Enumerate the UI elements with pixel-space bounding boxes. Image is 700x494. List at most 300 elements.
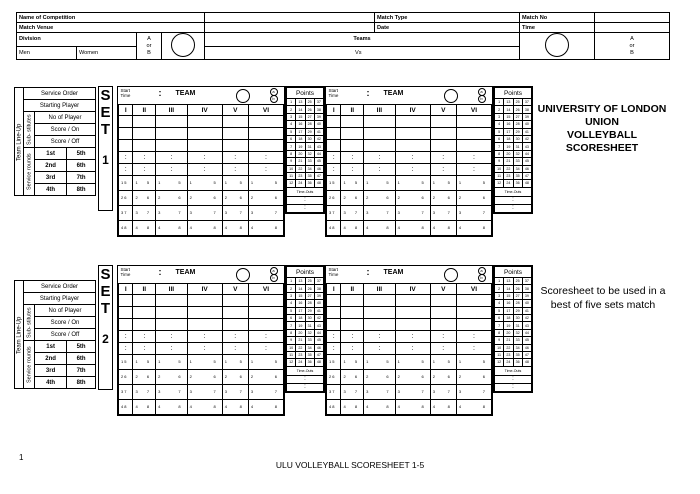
service-round-cell[interactable] (156, 385, 187, 400)
point-cell[interactable]: 2 (495, 285, 504, 292)
service-round-cell[interactable] (187, 370, 222, 385)
service-round-cell[interactable] (133, 206, 156, 221)
score-colon-cell[interactable]: : (364, 331, 395, 343)
point-cell[interactable]: 34 (513, 344, 522, 351)
service-round-cell[interactable] (341, 385, 364, 400)
service-round-cell[interactable] (133, 191, 156, 206)
point-cell[interactable]: 18 (504, 135, 513, 142)
point-cell[interactable]: 26 (305, 106, 314, 113)
point-cell[interactable]: 29 (513, 128, 522, 135)
score-colon-cell[interactable]: : (430, 331, 456, 343)
point-cell[interactable]: 30 (305, 314, 314, 321)
service-round-cell[interactable] (248, 176, 283, 191)
service-round-cell[interactable] (364, 385, 395, 400)
point-cell[interactable]: 39 (522, 113, 531, 120)
point-cell[interactable]: 14 (504, 285, 513, 292)
entry-cell[interactable] (341, 295, 364, 307)
point-cell[interactable]: 12 (495, 359, 504, 366)
point-cell[interactable]: 3 (495, 292, 504, 299)
entry-cell[interactable] (430, 319, 456, 331)
entry-cell[interactable] (456, 116, 491, 128)
entry-cell[interactable] (222, 307, 248, 319)
service-round-cell[interactable] (187, 191, 222, 206)
point-cell[interactable]: 46 (314, 165, 323, 172)
point-cell[interactable]: 22 (504, 165, 513, 172)
score-colon-cell[interactable]: : (395, 331, 430, 343)
point-cell[interactable]: 5 (495, 128, 504, 135)
time-out-2[interactable]: : (495, 204, 532, 212)
entry-cell[interactable] (327, 295, 341, 307)
point-cell[interactable]: 2 (287, 285, 296, 292)
a-circle-icon[interactable]: a (478, 267, 486, 275)
point-cell[interactable]: 40 (522, 121, 531, 128)
score-colon-cell[interactable]: : (119, 164, 133, 176)
entry-cell[interactable] (430, 140, 456, 152)
service-round-cell[interactable] (156, 370, 187, 385)
point-cell[interactable]: 32 (305, 150, 314, 157)
entry-cell[interactable] (430, 295, 456, 307)
point-cell[interactable]: 36 (513, 359, 522, 366)
competition-field[interactable] (205, 13, 375, 23)
service-round-cell[interactable] (133, 355, 156, 370)
point-cell[interactable]: 42 (314, 314, 323, 321)
point-cell[interactable]: 41 (522, 307, 531, 314)
score-colon-cell[interactable]: : (133, 343, 156, 355)
point-cell[interactable]: 25 (513, 278, 522, 285)
point-cell[interactable]: 7 (495, 143, 504, 150)
entry-cell[interactable] (222, 295, 248, 307)
point-cell[interactable]: 48 (522, 359, 531, 366)
point-cell[interactable]: 14 (296, 106, 305, 113)
point-cell[interactable]: 44 (314, 150, 323, 157)
point-cell[interactable]: 18 (296, 135, 305, 142)
point-cell[interactable]: 40 (314, 300, 323, 307)
point-cell[interactable]: 45 (522, 158, 531, 165)
service-round-cell[interactable] (133, 400, 156, 415)
point-cell[interactable]: 40 (522, 300, 531, 307)
entry-cell[interactable] (364, 319, 395, 331)
entry-cell[interactable] (341, 319, 364, 331)
point-cell[interactable]: 39 (522, 292, 531, 299)
score-colon-cell[interactable]: : (133, 331, 156, 343)
point-cell[interactable]: 11 (287, 351, 296, 358)
point-cell[interactable]: 8 (287, 150, 296, 157)
point-cell[interactable]: 5 (287, 128, 296, 135)
score-colon-cell[interactable]: : (187, 331, 222, 343)
score-colon-cell[interactable]: : (327, 152, 341, 164)
entry-cell[interactable] (364, 295, 395, 307)
service-round-cell[interactable] (119, 191, 133, 206)
entry-cell[interactable] (156, 319, 187, 331)
service-round-cell[interactable] (341, 176, 364, 191)
point-cell[interactable]: 34 (305, 344, 314, 351)
point-cell[interactable]: 28 (305, 121, 314, 128)
service-round-cell[interactable] (248, 206, 283, 221)
point-cell[interactable]: 6 (495, 314, 504, 321)
point-cell[interactable]: 44 (314, 329, 323, 336)
score-colon-cell[interactable]: : (248, 343, 283, 355)
service-round-cell[interactable] (133, 385, 156, 400)
point-cell[interactable]: 16 (504, 121, 513, 128)
point-cell[interactable]: 12 (287, 359, 296, 366)
service-round-cell[interactable] (119, 385, 133, 400)
entry-cell[interactable] (133, 140, 156, 152)
score-colon-cell[interactable]: : (248, 164, 283, 176)
score-colon-cell[interactable]: : (430, 164, 456, 176)
score-colon-cell[interactable]: : (248, 152, 283, 164)
service-round-cell[interactable] (222, 355, 248, 370)
point-cell[interactable]: 5 (495, 307, 504, 314)
service-round-cell[interactable] (187, 385, 222, 400)
point-cell[interactable]: 4 (495, 121, 504, 128)
service-round-cell[interactable] (430, 385, 456, 400)
point-cell[interactable]: 14 (296, 285, 305, 292)
service-round-cell[interactable] (156, 191, 187, 206)
point-cell[interactable]: 39 (314, 113, 323, 120)
score-colon-cell[interactable]: : (395, 343, 430, 355)
point-cell[interactable]: 19 (296, 143, 305, 150)
b-circle-icon[interactable]: b (478, 274, 486, 282)
service-round-cell[interactable] (341, 400, 364, 415)
service-round-cell[interactable] (364, 355, 395, 370)
point-cell[interactable]: 25 (513, 99, 522, 106)
point-cell[interactable]: 20 (504, 150, 513, 157)
entry-cell[interactable] (341, 128, 364, 140)
point-cell[interactable]: 33 (305, 337, 314, 344)
match-no-field[interactable] (595, 13, 670, 23)
point-cell[interactable]: 11 (495, 172, 504, 179)
point-cell[interactable]: 8 (287, 329, 296, 336)
point-cell[interactable]: 19 (504, 322, 513, 329)
point-cell[interactable]: 9 (495, 158, 504, 165)
score-colon-cell[interactable]: : (430, 343, 456, 355)
point-cell[interactable]: 35 (305, 172, 314, 179)
point-cell[interactable]: 36 (305, 359, 314, 366)
point-cell[interactable]: 23 (296, 172, 305, 179)
point-cell[interactable]: 45 (522, 337, 531, 344)
point-cell[interactable]: 22 (504, 344, 513, 351)
point-cell[interactable]: 16 (296, 121, 305, 128)
entry-cell[interactable] (156, 295, 187, 307)
service-round-cell[interactable] (248, 385, 283, 400)
point-cell[interactable]: 16 (296, 300, 305, 307)
entry-cell[interactable] (187, 116, 222, 128)
score-colon-cell[interactable]: : (187, 164, 222, 176)
score-colon-cell[interactable]: : (395, 164, 430, 176)
point-cell[interactable]: 32 (513, 329, 522, 336)
service-round-cell[interactable] (327, 176, 341, 191)
point-cell[interactable]: 21 (504, 337, 513, 344)
service-round-cell[interactable] (327, 355, 341, 370)
service-round-cell[interactable] (119, 400, 133, 415)
service-round-cell[interactable] (364, 191, 395, 206)
team-circle-icon[interactable] (444, 89, 458, 103)
service-round-cell[interactable] (187, 206, 222, 221)
service-round-cell[interactable] (327, 206, 341, 221)
entry-cell[interactable] (327, 140, 341, 152)
point-cell[interactable]: 27 (305, 113, 314, 120)
point-cell[interactable]: 26 (305, 285, 314, 292)
point-cell[interactable]: 47 (314, 351, 323, 358)
venue-field[interactable] (205, 23, 375, 33)
point-cell[interactable]: 3 (495, 113, 504, 120)
service-round-cell[interactable] (456, 370, 491, 385)
point-cell[interactable]: 1 (287, 278, 296, 285)
score-colon-cell[interactable]: : (119, 331, 133, 343)
service-round-cell[interactable] (430, 206, 456, 221)
service-round-cell[interactable] (456, 355, 491, 370)
entry-cell[interactable] (395, 307, 430, 319)
point-cell[interactable]: 24 (504, 359, 513, 366)
point-cell[interactable]: 45 (314, 158, 323, 165)
point-cell[interactable]: 32 (305, 329, 314, 336)
service-round-cell[interactable] (430, 355, 456, 370)
point-cell[interactable]: 1 (287, 99, 296, 106)
service-round-cell[interactable] (327, 400, 341, 415)
point-cell[interactable]: 38 (314, 106, 323, 113)
service-round-cell[interactable] (119, 221, 133, 236)
point-cell[interactable]: 27 (305, 292, 314, 299)
a-circle-icon[interactable]: a (270, 267, 278, 275)
point-cell[interactable]: 29 (513, 307, 522, 314)
entry-cell[interactable] (327, 128, 341, 140)
point-cell[interactable]: 37 (522, 278, 531, 285)
point-cell[interactable]: 31 (513, 322, 522, 329)
point-cell[interactable]: 43 (314, 143, 323, 150)
entry-cell[interactable] (187, 307, 222, 319)
point-cell[interactable]: 42 (522, 135, 531, 142)
service-round-cell[interactable] (341, 191, 364, 206)
service-round-cell[interactable] (248, 400, 283, 415)
service-round-cell[interactable] (222, 191, 248, 206)
point-cell[interactable]: 3 (287, 292, 296, 299)
service-round-cell[interactable] (456, 176, 491, 191)
entry-cell[interactable] (327, 307, 341, 319)
point-cell[interactable]: 28 (513, 121, 522, 128)
point-cell[interactable]: 41 (522, 128, 531, 135)
point-cell[interactable]: 23 (296, 351, 305, 358)
point-cell[interactable]: 34 (513, 165, 522, 172)
score-colon-cell[interactable]: : (364, 164, 395, 176)
service-round-cell[interactable] (327, 221, 341, 236)
point-cell[interactable]: 11 (495, 351, 504, 358)
service-round-cell[interactable] (327, 385, 341, 400)
point-cell[interactable]: 25 (305, 99, 314, 106)
point-cell[interactable]: 39 (314, 292, 323, 299)
service-round-cell[interactable] (119, 176, 133, 191)
service-round-cell[interactable] (364, 176, 395, 191)
point-cell[interactable]: 38 (314, 285, 323, 292)
point-cell[interactable]: 21 (296, 158, 305, 165)
entry-cell[interactable] (222, 128, 248, 140)
service-round-cell[interactable] (456, 206, 491, 221)
point-cell[interactable]: 12 (495, 180, 504, 187)
time-out-1[interactable]: : (287, 375, 324, 383)
entry-cell[interactable] (119, 295, 133, 307)
service-round-cell[interactable] (341, 370, 364, 385)
point-cell[interactable]: 44 (522, 329, 531, 336)
point-cell[interactable]: 27 (513, 113, 522, 120)
time-out-1[interactable]: : (495, 196, 532, 204)
entry-cell[interactable] (430, 307, 456, 319)
service-round-cell[interactable] (395, 370, 430, 385)
time-out-2[interactable]: : (495, 383, 532, 391)
time-out-2[interactable]: : (287, 204, 324, 212)
point-cell[interactable]: 19 (504, 143, 513, 150)
service-round-cell[interactable] (364, 206, 395, 221)
entry-cell[interactable] (119, 140, 133, 152)
point-cell[interactable]: 47 (522, 351, 531, 358)
point-cell[interactable]: 8 (495, 329, 504, 336)
point-cell[interactable]: 20 (296, 329, 305, 336)
a-circle-icon[interactable]: a (270, 88, 278, 96)
point-cell[interactable]: 6 (495, 135, 504, 142)
entry-cell[interactable] (119, 307, 133, 319)
service-round-cell[interactable] (341, 206, 364, 221)
point-cell[interactable]: 45 (314, 337, 323, 344)
point-cell[interactable]: 9 (287, 337, 296, 344)
point-cell[interactable]: 10 (495, 165, 504, 172)
entry-cell[interactable] (187, 319, 222, 331)
time-out-1[interactable]: : (287, 196, 324, 204)
point-cell[interactable]: 22 (296, 344, 305, 351)
entry-cell[interactable] (395, 116, 430, 128)
point-cell[interactable]: 35 (513, 351, 522, 358)
service-round-cell[interactable] (456, 191, 491, 206)
score-colon-cell[interactable]: : (395, 152, 430, 164)
point-cell[interactable]: 4 (495, 300, 504, 307)
point-cell[interactable]: 28 (513, 300, 522, 307)
entry-cell[interactable] (187, 140, 222, 152)
service-round-cell[interactable] (222, 400, 248, 415)
service-round-cell[interactable] (156, 176, 187, 191)
score-colon-cell[interactable]: : (430, 152, 456, 164)
point-cell[interactable]: 36 (305, 180, 314, 187)
service-round-cell[interactable] (430, 400, 456, 415)
entry-cell[interactable] (364, 128, 395, 140)
service-round-cell[interactable] (395, 191, 430, 206)
point-cell[interactable]: 23 (504, 172, 513, 179)
service-round-cell[interactable] (222, 176, 248, 191)
service-round-cell[interactable] (364, 400, 395, 415)
point-cell[interactable]: 10 (287, 344, 296, 351)
score-colon-cell[interactable]: : (341, 343, 364, 355)
point-cell[interactable]: 38 (522, 285, 531, 292)
score-colon-cell[interactable]: : (119, 343, 133, 355)
service-round-cell[interactable] (395, 221, 430, 236)
service-round-cell[interactable] (248, 221, 283, 236)
point-cell[interactable]: 18 (296, 314, 305, 321)
entry-cell[interactable] (456, 140, 491, 152)
entry-cell[interactable] (395, 319, 430, 331)
entry-cell[interactable] (248, 319, 283, 331)
entry-cell[interactable] (395, 140, 430, 152)
point-cell[interactable]: 2 (495, 106, 504, 113)
entry-cell[interactable] (395, 128, 430, 140)
entry-cell[interactable] (133, 128, 156, 140)
coin-toss-left[interactable] (162, 33, 205, 60)
point-cell[interactable]: 17 (504, 307, 513, 314)
point-cell[interactable]: 26 (513, 106, 522, 113)
service-round-cell[interactable] (341, 355, 364, 370)
service-round-cell[interactable] (430, 176, 456, 191)
team-circle-icon[interactable] (444, 268, 458, 282)
entry-cell[interactable] (222, 319, 248, 331)
service-round-cell[interactable] (156, 206, 187, 221)
team-circle-icon[interactable] (236, 268, 250, 282)
entry-cell[interactable] (341, 140, 364, 152)
service-round-cell[interactable] (395, 400, 430, 415)
point-cell[interactable]: 48 (522, 180, 531, 187)
entry-cell[interactable] (156, 116, 187, 128)
service-round-cell[interactable] (133, 370, 156, 385)
service-round-cell[interactable] (456, 385, 491, 400)
point-cell[interactable]: 3 (287, 113, 296, 120)
score-colon-cell[interactable]: : (456, 164, 491, 176)
score-colon-cell[interactable]: : (248, 331, 283, 343)
point-cell[interactable]: 31 (305, 322, 314, 329)
entry-cell[interactable] (327, 319, 341, 331)
point-cell[interactable]: 5 (287, 307, 296, 314)
point-cell[interactable]: 16 (504, 300, 513, 307)
entry-cell[interactable] (430, 116, 456, 128)
point-cell[interactable]: 47 (522, 172, 531, 179)
score-colon-cell[interactable]: : (222, 331, 248, 343)
service-round-cell[interactable] (119, 206, 133, 221)
service-round-cell[interactable] (222, 206, 248, 221)
point-cell[interactable]: 30 (305, 135, 314, 142)
service-round-cell[interactable] (156, 400, 187, 415)
point-cell[interactable]: 33 (513, 158, 522, 165)
service-round-cell[interactable] (395, 385, 430, 400)
service-round-cell[interactable] (119, 355, 133, 370)
score-colon-cell[interactable]: : (133, 152, 156, 164)
score-colon-cell[interactable]: : (133, 164, 156, 176)
point-cell[interactable]: 15 (504, 113, 513, 120)
b-circle-icon[interactable]: b (478, 95, 486, 103)
service-round-cell[interactable] (395, 206, 430, 221)
point-cell[interactable]: 7 (495, 322, 504, 329)
score-colon-cell[interactable]: : (222, 164, 248, 176)
point-cell[interactable]: 35 (513, 172, 522, 179)
point-cell[interactable]: 8 (495, 150, 504, 157)
score-colon-cell[interactable]: : (341, 331, 364, 343)
entry-cell[interactable] (456, 307, 491, 319)
service-round-cell[interactable] (133, 176, 156, 191)
point-cell[interactable]: 43 (522, 143, 531, 150)
coin-toss-right[interactable] (520, 33, 595, 60)
point-cell[interactable]: 18 (504, 314, 513, 321)
score-colon-cell[interactable]: : (156, 164, 187, 176)
entry-cell[interactable] (222, 116, 248, 128)
entry-cell[interactable] (156, 128, 187, 140)
score-colon-cell[interactable]: : (327, 343, 341, 355)
point-cell[interactable]: 12 (287, 180, 296, 187)
point-cell[interactable]: 37 (522, 99, 531, 106)
point-cell[interactable]: 15 (296, 292, 305, 299)
point-cell[interactable]: 24 (296, 180, 305, 187)
point-cell[interactable]: 35 (305, 351, 314, 358)
point-cell[interactable]: 37 (314, 99, 323, 106)
entry-cell[interactable] (156, 307, 187, 319)
point-cell[interactable]: 42 (522, 314, 531, 321)
point-cell[interactable]: 17 (504, 128, 513, 135)
point-cell[interactable]: 30 (513, 314, 522, 321)
point-cell[interactable]: 33 (513, 337, 522, 344)
service-round-cell[interactable] (248, 370, 283, 385)
point-cell[interactable]: 15 (504, 292, 513, 299)
service-round-cell[interactable] (364, 370, 395, 385)
